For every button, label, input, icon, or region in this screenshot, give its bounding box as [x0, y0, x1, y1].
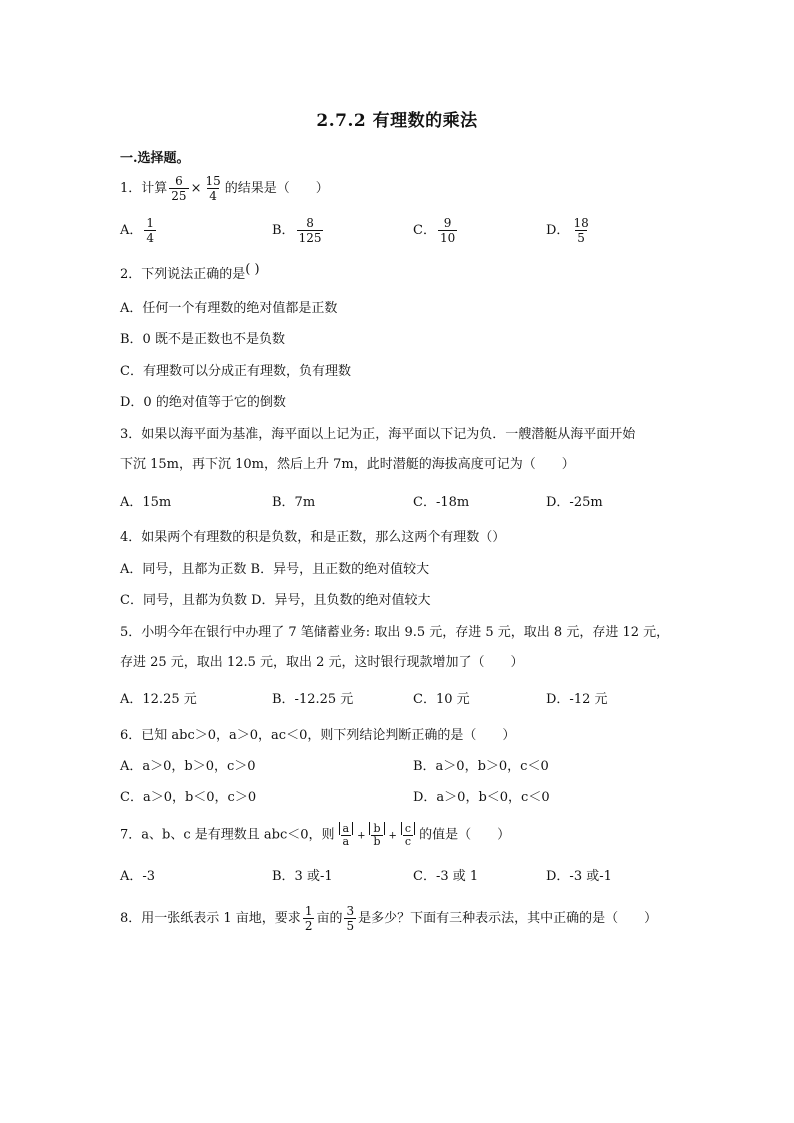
option-numerator: 8 [306, 216, 314, 230]
question-3-line-1: 3．如果以海平面为基准，海平面以上记为正，海平面以下记为负．一艘潜艇从海平面开始 [120, 427, 636, 442]
q1-fraction-2 [203, 174, 222, 203]
question-5-line-2: 存进 25 元，取出 12.5 元，取出 2 元，这时银行现款增加了（ ） [120, 655, 524, 670]
q2-option-b[interactable]: B．0 既不是正数也不是负数 [120, 332, 285, 347]
q3-option-c[interactable]: C．-18m [413, 495, 470, 510]
q6-option-b[interactable]: B．a＞0，b＞0，c＜0 [413, 759, 549, 774]
answer-paren: ( ) [245, 262, 260, 277]
option-label: D． [546, 223, 570, 238]
q1-option-c[interactable] [413, 216, 459, 245]
option-fraction [571, 216, 590, 245]
abs-a: a [339, 822, 354, 835]
option-numerator: 1 [146, 216, 155, 230]
q6-option-c[interactable]: C．a＞0，b＜0，c＞0 [120, 790, 257, 805]
q8-f2-denominator: 5 [346, 919, 355, 933]
option-fraction [144, 216, 156, 245]
q7-option-c[interactable]: C．-3 或 1 [413, 869, 479, 884]
option-numerator: 18 [573, 216, 589, 230]
q7-option-d[interactable]: D．-3 或-1 [546, 869, 612, 884]
q7-suffix: 的值是（ ） [419, 827, 511, 843]
q7-option-a[interactable]: A．-3 [120, 869, 156, 884]
option-denominator: 4 [146, 231, 155, 245]
q5-option-b[interactable]: B．-12.25 元 [272, 692, 354, 707]
question-1-stem [120, 174, 329, 203]
option-denominator: 5 [577, 231, 585, 245]
q8-fraction-2 [344, 904, 356, 933]
abs-c: c [401, 822, 415, 835]
q3-option-b[interactable]: B．7m [272, 495, 316, 510]
q1-f1-numerator: 6 [175, 174, 183, 188]
q7-term-b [367, 822, 386, 848]
q7-t2-denominator: b [373, 835, 381, 848]
q2-option-c[interactable]: C．有理数可以分成正有理数，负有理数 [120, 364, 351, 379]
q1-fraction-1 [169, 174, 188, 203]
q1-option-b[interactable] [272, 216, 325, 245]
question-5-line-1: 5．小明今年在银行中办理了 7 笔储蓄业务: 取出 9.5 元，存进 5 元，取出 8 元，存进 12 元， [120, 625, 670, 640]
q7-term-c [399, 822, 417, 848]
q5-option-c[interactable]: C．10 元 [413, 692, 470, 707]
q2-stem-text: 2．下列说法正确的是 [120, 267, 246, 282]
question-3-line-2: 下沉 15m，再下沉 10m，然后上升 7m，此时潜艇的海拔高度可记为（ ） [120, 457, 575, 472]
q6-option-d[interactable]: D．a＞0，b＜0，c＜0 [413, 790, 550, 805]
q6-option-a[interactable]: A．a＞0，b＞0，c＞0 [120, 759, 256, 774]
q2-option-a[interactable]: A．任何一个有理数的绝对值都是正数 [120, 301, 338, 316]
q3-option-d[interactable]: D．-25m [546, 495, 603, 510]
option-label: C． [413, 223, 436, 238]
q7-term-a [337, 822, 356, 848]
times-sign: × [190, 181, 202, 196]
q8-suffix: 是多少？下面有三种表示法，其中正确的是（ ） [358, 911, 658, 926]
question-6-stem: 6．已知 abc＞0，a＞0，ac＜0，则下列结论判断正确的是（ ） [120, 728, 516, 743]
question-2-stem [120, 262, 260, 284]
option-label: A． [120, 223, 143, 238]
question-8-stem [120, 904, 657, 933]
option-fraction [297, 216, 324, 245]
q4-options-ab[interactable]: A．同号，且都为正数 B．异号，且正数的绝对值较大 [120, 562, 430, 577]
q8-fraction-1 [303, 904, 315, 933]
q4-options-cd[interactable]: C．同号，且都为负数 D．异号，且负数的绝对值较大 [120, 593, 431, 608]
q1-f2-denominator: 4 [209, 189, 217, 203]
abs-b: b [369, 822, 384, 835]
q7-t3-denominator: c [404, 835, 412, 848]
q1-prefix: 1．计算 [120, 181, 168, 196]
page-title: 2.7.2 有理数的乘法 [316, 111, 478, 131]
q7-prefix: 7．a、b、c 是有理数且 abc＜0，则 [120, 827, 335, 843]
q1-f2-numerator: 15 [205, 174, 221, 188]
q1-option-a[interactable] [120, 216, 158, 245]
q7-option-b[interactable]: B．3 或-1 [272, 869, 333, 884]
q8-mid: 亩的 [316, 911, 343, 926]
option-label: B． [272, 223, 295, 238]
question-7-stem [120, 822, 510, 848]
plus-sign: + [357, 830, 366, 842]
q5-option-a[interactable]: A．12.25 元 [120, 692, 197, 707]
q1-option-d[interactable] [546, 216, 593, 245]
q3-option-a[interactable]: A．15m [120, 495, 172, 510]
option-denominator: 10 [439, 231, 456, 245]
q8-prefix: 8．用一张纸表示 1 亩地，要求 [120, 911, 301, 926]
section-heading: 一.选择题。 [120, 151, 190, 166]
q8-f2-numerator: 3 [346, 904, 355, 918]
q8-f1-numerator: 1 [304, 904, 313, 918]
option-denominator: 125 [298, 231, 322, 245]
q2-option-d[interactable]: D．0 的绝对值等于它的倒数 [120, 395, 286, 410]
q5-option-d[interactable]: D．-12 元 [546, 692, 608, 707]
question-4-stem: 4．如果两个有理数的积是负数，和是正数，那么这两个有理数（） [120, 530, 506, 545]
q7-t1-denominator: a [342, 835, 350, 848]
q1-f1-denominator: 25 [171, 189, 187, 203]
q8-f1-denominator: 2 [304, 919, 313, 933]
plus-sign: + [388, 830, 397, 842]
option-fraction [438, 216, 457, 245]
option-numerator: 9 [443, 216, 452, 230]
q1-suffix: 的结果是（ ） [224, 181, 329, 196]
